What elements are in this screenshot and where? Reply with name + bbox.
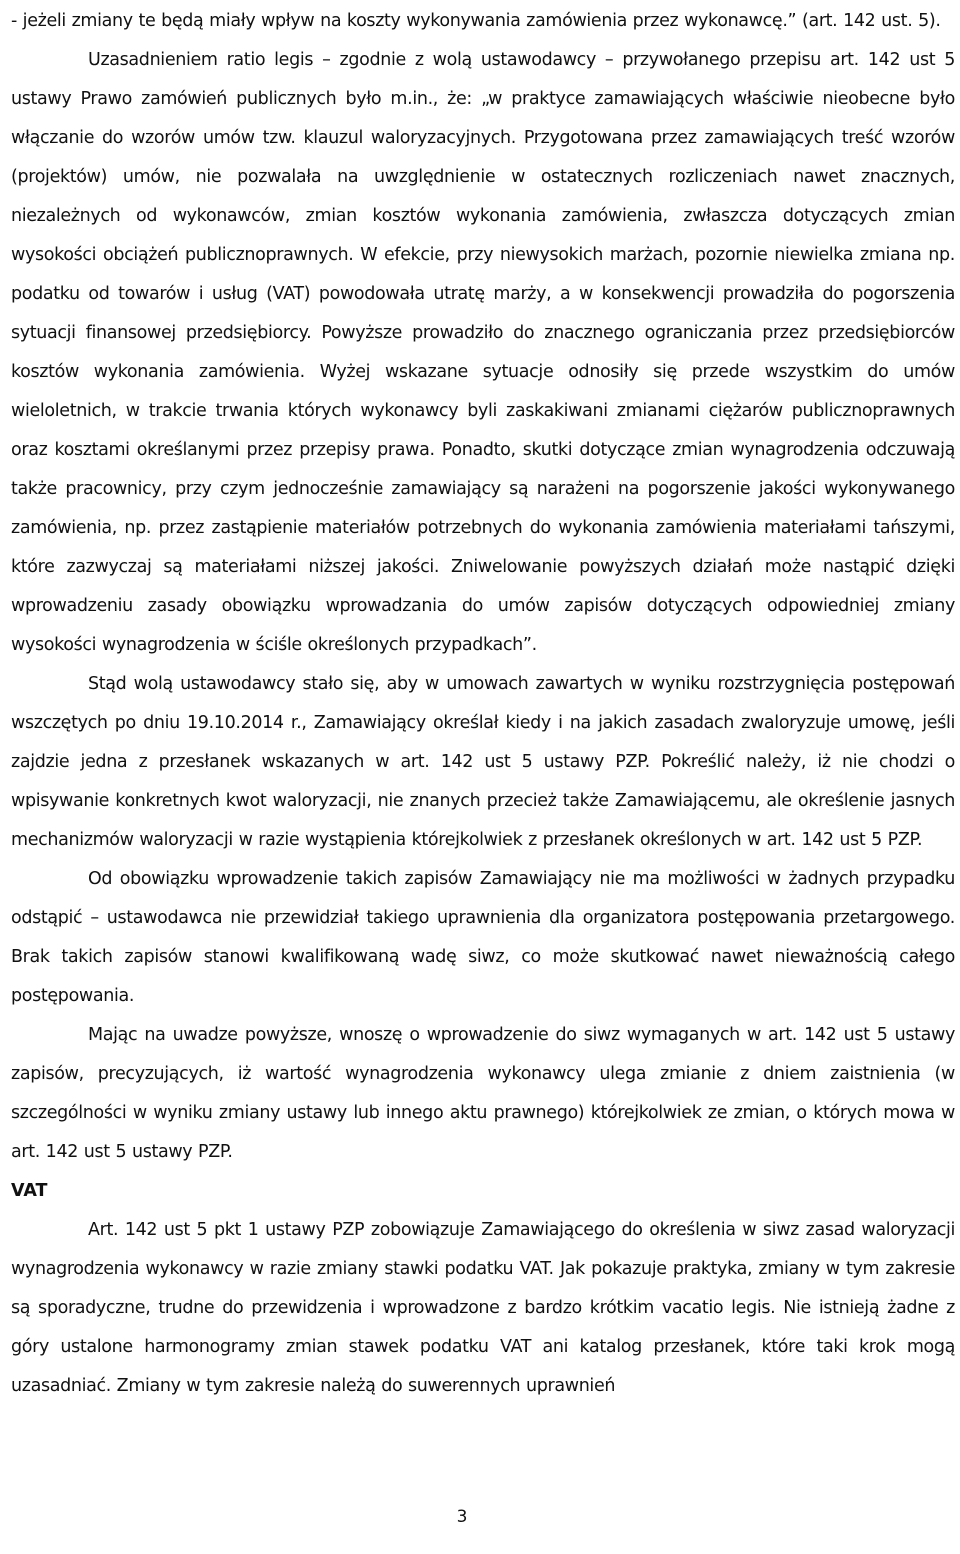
paragraph-obligation: Od obowiązku wprowadzenie takich zapisów Zamawiający nie ma możliwości w żadnych przypadku odstąpić – ustawodawca nie przewidział takiego uprawnienia dla organizatora postępowania przetargowego. Brak takich zapisów stanowi kwalifikowaną wadę siwz, co może skutkować nawet nieważnością całego postępowania.	[11, 869, 955, 1006]
paragraph-ratio-legis: Uzasadnieniem ratio legis – zgodnie z wolą ustawodawcy – przywołanego przepisu art. 142 ust 5 ustawy Prawo zamówień publicznych było m.in., że: „w praktyce zamawiających właściwie nieobecne było włączanie do wzorów umów tzw. klauzul waloryzacyjnych. Przygotowana przez zamawiających treść wzorów (projektów) umów, nie pozwalała na uwzględnienie w ostatecznych rozliczeniach nawet znacznych, niezależnych od wykonawców, zmian kosztów wykonania zamówienia, zwłaszcza dotyczących zmian wysokości obciążeń publicznoprawnych. W efekcie, przy niewysokich marżach, pozornie niewielka zmiana np. podatku od towarów i usług (VAT) powodowała utratę marży, a w konsekwencji prowadziła do pogorszenia sytuacji finansowej przedsiębiorcy. Powyższe prowadziło do znacznego ograniczania przez przedsiębiorców kosztów wykonania zamówienia. Wyżej wskazane sytuacje odnosiły się przede wszystkim do umów wieloletnich, w trakcie trwania których wykonawcy byli zaskakiwani zmianami ciężarów publicznoprawnych oraz kosztami określanymi przez przepisy prawa. Ponadto, skutki dotyczące zmian wynagrodzenia odczuwają także pracownicy, przy czym jednocześnie zamawiający są narażeni na pogorszenie jakości wykonywanego zamówienia, np. przez zastąpienie materiałów potrzebnych do wykonania zamówienia materiałami tańszymi, które zazwyczaj są materiałami niższej jakości. Zniwelowanie powyższych działań może nastąpić dzięki wprowadzeniu zasady obowiązku wprowadzania do umów zapisów dotyczących odpowiedniej zmiany wysokości wynagrodzenia w ściśle określonych przypadkach”.	[11, 50, 955, 655]
page-number: 3	[456, 1507, 468, 1527]
section-heading-vat: VAT	[11, 1181, 48, 1201]
paragraph-quote-end: - jeżeli zmiany te będą miały wpływ na koszty wykonywania zamówienia przez wykonawcę.” (art. 142 ust. 5).	[11, 11, 941, 31]
paragraph-request: Mając na uwadze powyższe, wnoszę o wprowadzenie do siwz wymaganych w art. 142 ust 5 ustawy zapisów, precyzujących, iż wartość wynagrodzenia wykonawcy ulega zmianie z dniem zaistnienia (w szczególności w wyniku zmiany ustawy lub innego aktu prawnego) którejkolwiek ze zmian, o których mowa w art. 142 ust 5 ustawy PZP.	[11, 1025, 955, 1162]
paragraph-vat: Art. 142 ust 5 pkt 1 ustawy PZP zobowiązuje Zamawiającego do określenia w siwz zasad waloryzacji wynagrodzenia wykonawcy w razie zmiany stawki podatku VAT. Jak pokazuje praktyka, zmiany w tym zakresie są sporadyczne, trudne do przewidzenia i wprowadzone z bardzo krótkim vacatio legis. Nie istnieją żadne z góry ustalone harmonogramy zmian stawek podatku VAT ani katalog przesłanek, które taki krok mogą uzasadniać. Zmiany w tym zakresie należą do suwerennych uprawnień	[11, 1220, 955, 1396]
document-page	[11, 0, 955, 1554]
paragraph-legislator-will: Stąd wolą ustawodawcy stało się, aby w umowach zawartych w wyniku rozstrzygnięcia postępowań wszczętych po dniu 19.10.2014 r., Zamawiający określał kiedy i na jakich zasadach zwaloryzuje umowę, jeśli zajdzie jedna z przesłanek wskazanych w art. 142 ust 5 ustawy PZP. Pokreślić należy, iż nie chodzi o wpisywanie konkretnych kwot waloryzacji, nie znanych przecież także Zamawiającemu, ale określenie jasnych mechanizmów waloryzacji w razie wystąpienia którejkolwiek z przesłanek określonych w art. 142 ust 5 PZP.	[11, 674, 955, 850]
